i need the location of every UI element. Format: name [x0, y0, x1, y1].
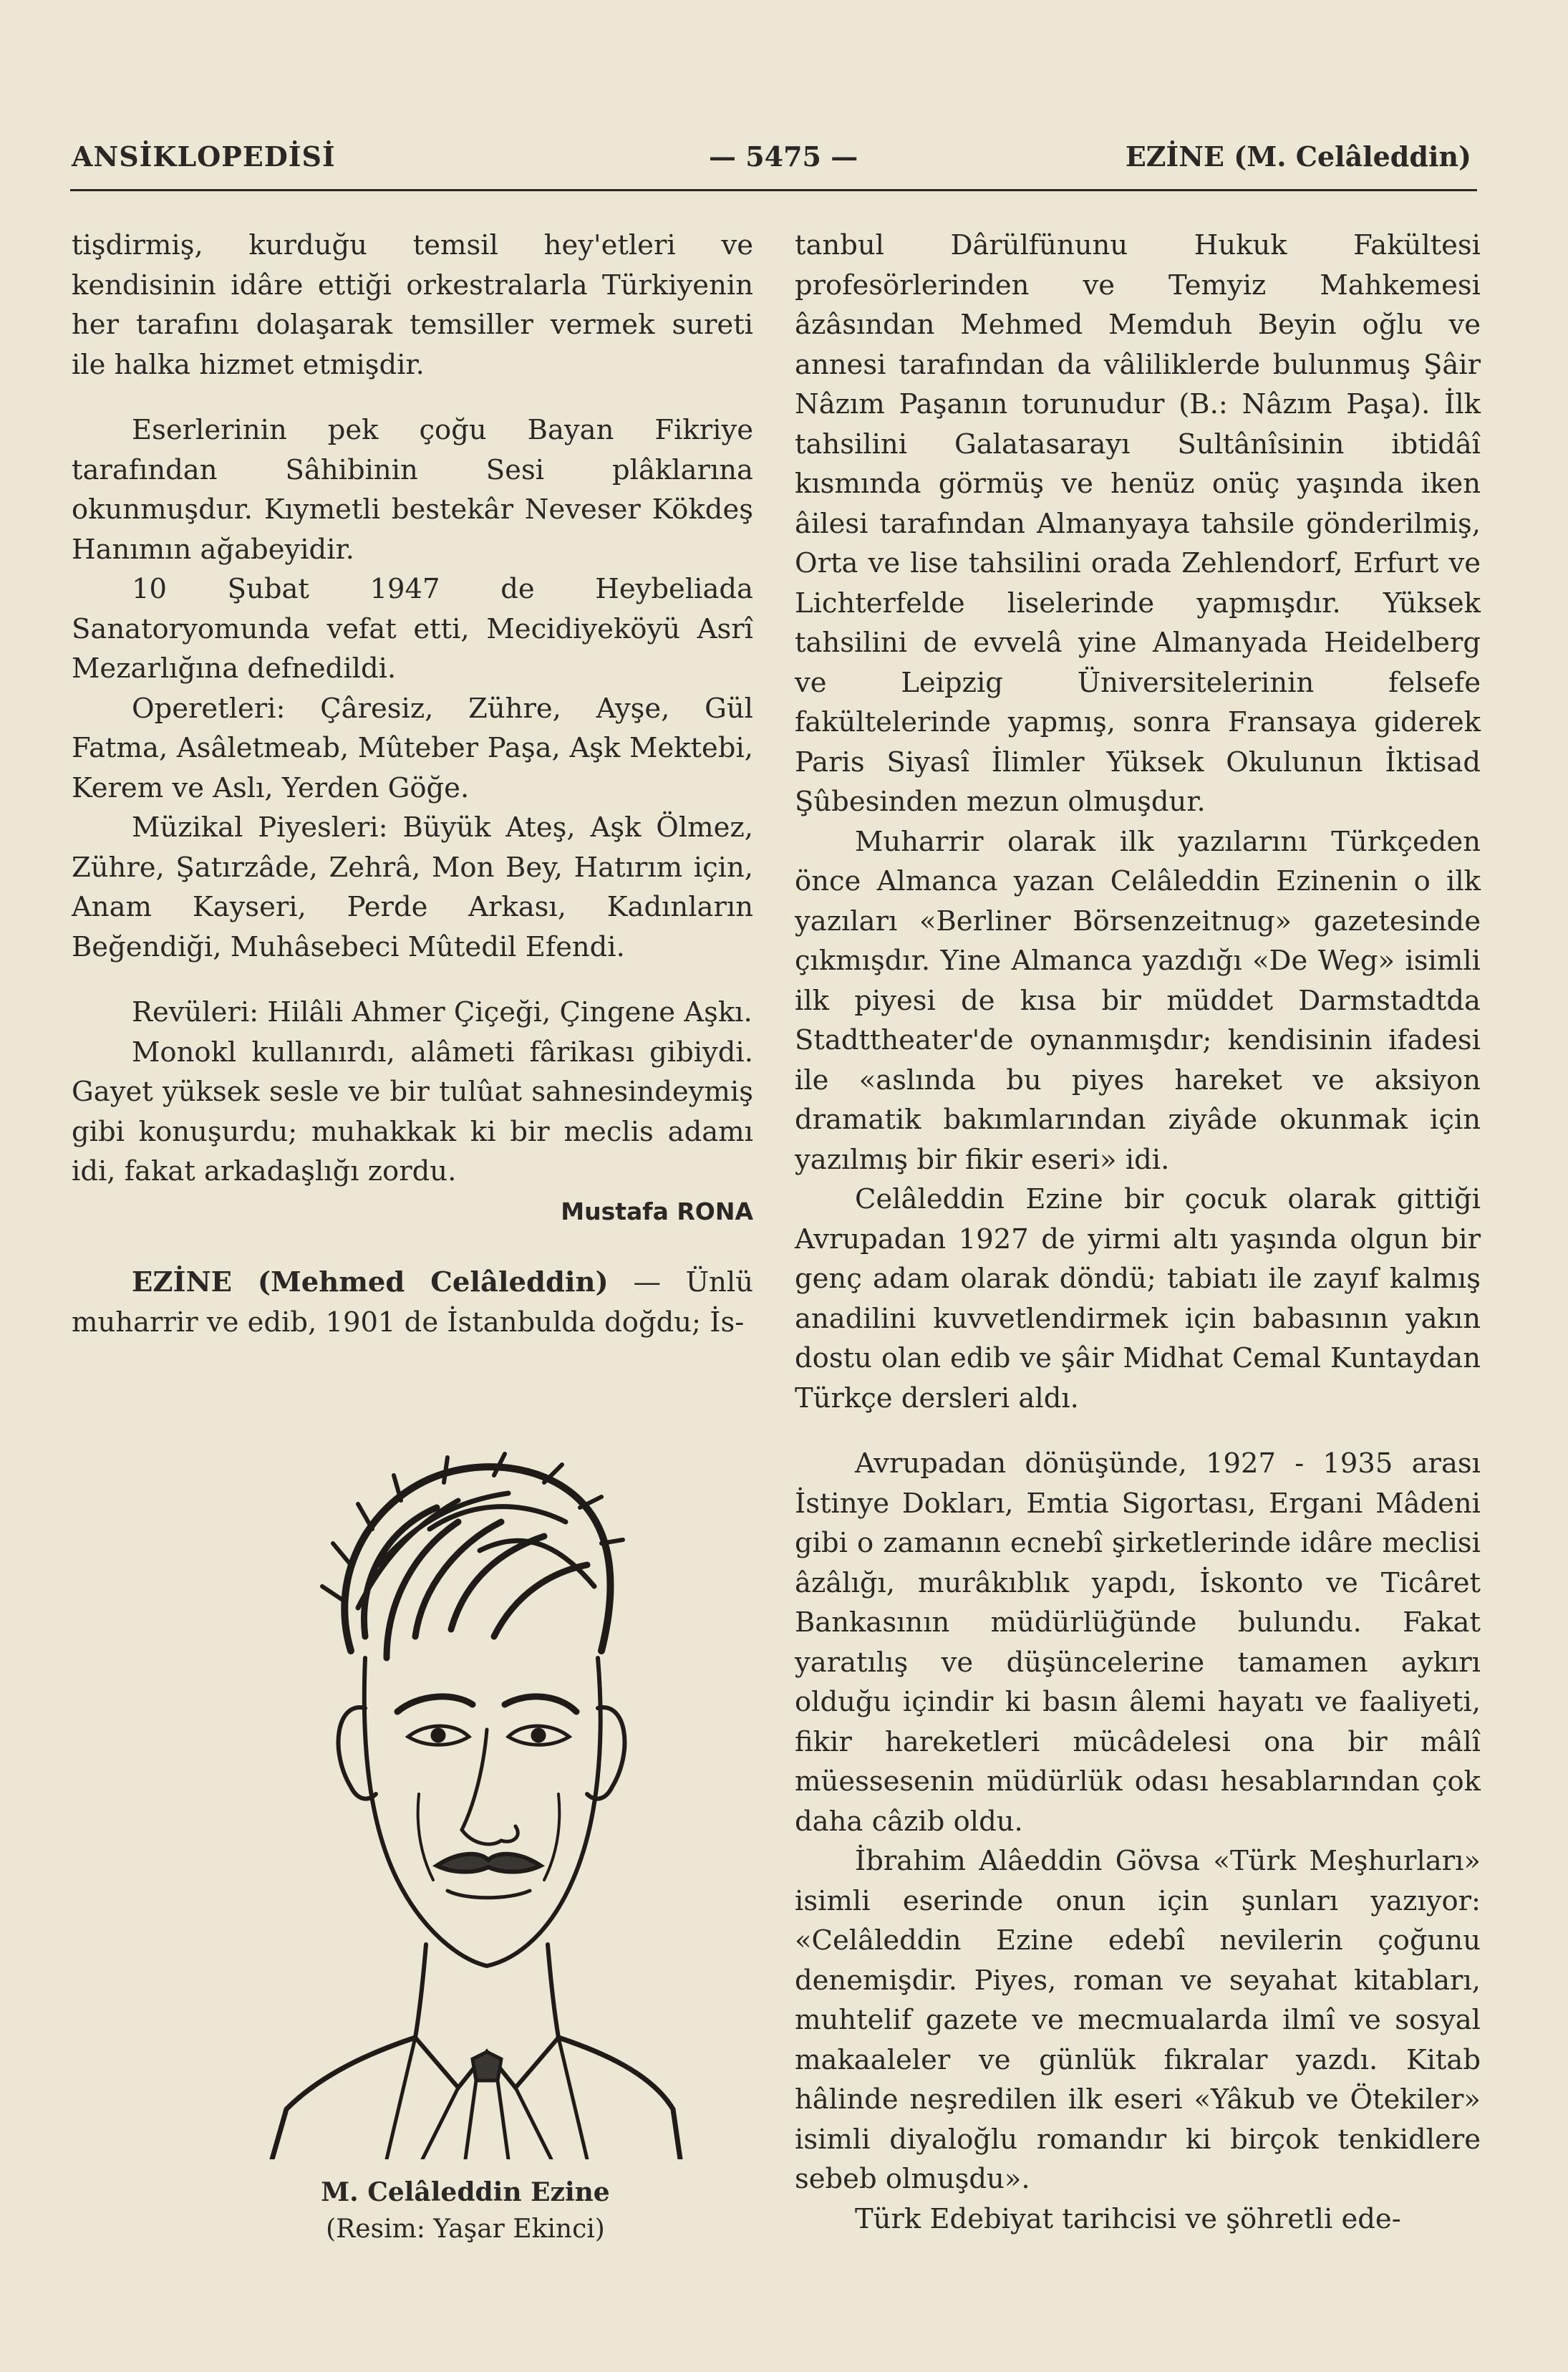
- paragraph: Avrupadan dönüşünde, 1927 - 1935 arası İstinye Dokları, Emtia Sigortası, Ergani Mâdeni gibi o zamanın ecnebî şirketlerinde idâre meclisi âzâlığı, murâkıblık yapdı, İskonto ve Ticâret Bankasının müdürlüğünde bulundu. Fakat yaratılış ve düşüncelerine tamamen aykırı olduğu içindir ki basın âlemi hayatı ve faaliyeti, fikir hareketleri mücâdelesi ona bir mâlî müessesenin müdürlük odası hesablarından çok daha câzib oldu.: [795, 1447, 1481, 1838]
- paragraph: 10 Şubat 1947 de Heybeliada Sanatoryomunda vefat etti, Mecidiyeköyü Asrî Mezarlığına defnedildi.: [72, 573, 753, 685]
- paragraph: Celâleddin Ezine bir çocuk olarak gittiği Avrupadan 1927 de yirmi altı yaşında olgun bir genç adam olarak döndü; tabiatı ile zayıf kalmış anadilini kuvvetlendirmek için babasının yakın dostu olan edib ve şâir Midhat Cemal Kuntaydan Türkçe dersleri aldı.: [795, 1183, 1481, 1414]
- portrait-sketch: [243, 1422, 687, 2159]
- paragraph: Monokl kullanırdı, alâmeti fârikası gibiydi. Gayet yüksek sesle ve bir tulûat sahnesindeymiş gibi konuşurdu; muhakkak ki bir meclis adamı idi, fakat arkadaşlığı zordu.: [72, 1036, 753, 1187]
- paragraph: Eserlerinin pek çoğu Bayan Fikriye tarafından Sâhibinin Sesi plâklarına okunmuşdur. Kıymetli bestekâr Neveser Kökdeş Hanımın ağabeyidir.: [72, 414, 753, 566]
- header-encyclopedia-title: ANSİKLOPEDİSİ: [72, 140, 336, 173]
- paragraph: Muharrir olarak ilk yazılarını Türkçeden önce Almanca yazan Celâleddin Ezinenin o ilk yazıları «Berliner Börsenzeitnug» gazetesinde çıkmışdır. Yine Almanca yazdığı «De Weg» isimli ilk piyesi de kısa bir müddet Darmstadtda Stadttheater'de oynanmışdır; kendisinin ifadesi ile «aslında bu piyes hareket ve aksiyon dramatik bakımlarından ziyâde okunmak için yazılmış bir fikir eseri» idi.: [795, 825, 1481, 1176]
- left-column: [72, 226, 753, 1342]
- portrait-caption: [229, 2174, 702, 2248]
- header-entry-title: EZİNE (M. Celâleddin): [1125, 140, 1471, 173]
- paragraph: tişdirmiş, kurduğu temsil hey'etleri ve kendisinin idâre ettiği orkestralarla Türkiyenin her tarafını dolaşarak temsiller vermek sureti ile halka hizmet etmişdir.: [72, 229, 753, 381]
- paragraph: Revüleri: Hilâli Ahmer Çiçeği, Çingene Aşkı.: [132, 996, 752, 1028]
- page-number: — 5475 —: [709, 140, 858, 173]
- caption-credit: (Resim: Yaşar Ekinci): [326, 2214, 605, 2244]
- header-rule: [70, 189, 1477, 191]
- right-column: [795, 226, 1481, 2239]
- running-header: [64, 140, 1479, 183]
- paragraph: Müzikal Piyesleri: Büyük Ateş, Aşk Ölmez, Zühre, Şatırzâde, Zehrâ, Mon Bey, Hatırım için, Anam Kayseri, Perde Arkası, Kadınların Beğendiği, Muhâsebeci Mûtedil Efendi.: [72, 811, 753, 963]
- paragraph: İbrahim Alâeddin Gövsa «Türk Meşhurları» isimli eserinde onun için şunları yazıyor: «Celâleddin Ezine edebî nevilerin çoğunu denemişdir. Piyes, roman ve seyahat kitabları, muhtelif gazete ve mecmualarda ilmî ve sosyal makaaleler ve günlük fıkralar yazdı. Kitab hâlinde neşredilen ilk eseri «Yâkub ve Ötekiler» isimli diyaloğlu romandır ki birçok tenkidlere sebeb olmuşdu».: [795, 1845, 1481, 2195]
- entry-text: — Ünlü muharrir ve edib, 1901 de İstanbulda doğdu; İs-: [72, 1266, 754, 1339]
- entry-title: EZİNE (Mehmed Celâleddin): [132, 1266, 609, 1298]
- entry-paragraph: [72, 1263, 753, 1342]
- article-author: Mustafa RONA: [561, 1197, 753, 1225]
- paragraph: tanbul Dârülfünunu Hukuk Fakültesi profesörlerinden ve Temyiz Mahkemesi âzâsından Mehmed Memduh Beyin oğlu ve annesi tarafından da vâliliklerde bulunmuş Şâir Nâzım Paşanın torunudur (B.: Nâzım Paşa). İlk tahsilini Galatasarayı Sultânîsinin ibtidâî kısmında görmüş ve henüz onüç yaşında iken âilesi tarafından Almanyaya tahsile gönderilmiş, Orta ve lise tahsilini orada Zehlendorf, Erfurt ve Lichterfelde liselerinde yapmışdır. Yüksek tahsilini de evvelâ yine Almanyada Heidelberg ve Leipzig Üniversitelerinin felsefe fakültelerinde yapmış, sonra Fransaya giderek Paris Siyasî İlimler Yüksek Okulunun İktisad Şûbesinden mezun olmuşdur.: [795, 229, 1481, 818]
- caption-name: M. Celâleddin Ezine: [321, 2177, 610, 2207]
- paragraph: Türk Edebiyat tarihcisi ve şöhretli ede-: [855, 2202, 1401, 2235]
- paragraph: Operetleri: Çâresiz, Zühre, Ayşe, Gül Fatma, Asâletmeab, Mûteber Paşa, Aşk Mektebi, Kerem ve Aslı, Yerden Göğe.: [72, 692, 753, 804]
